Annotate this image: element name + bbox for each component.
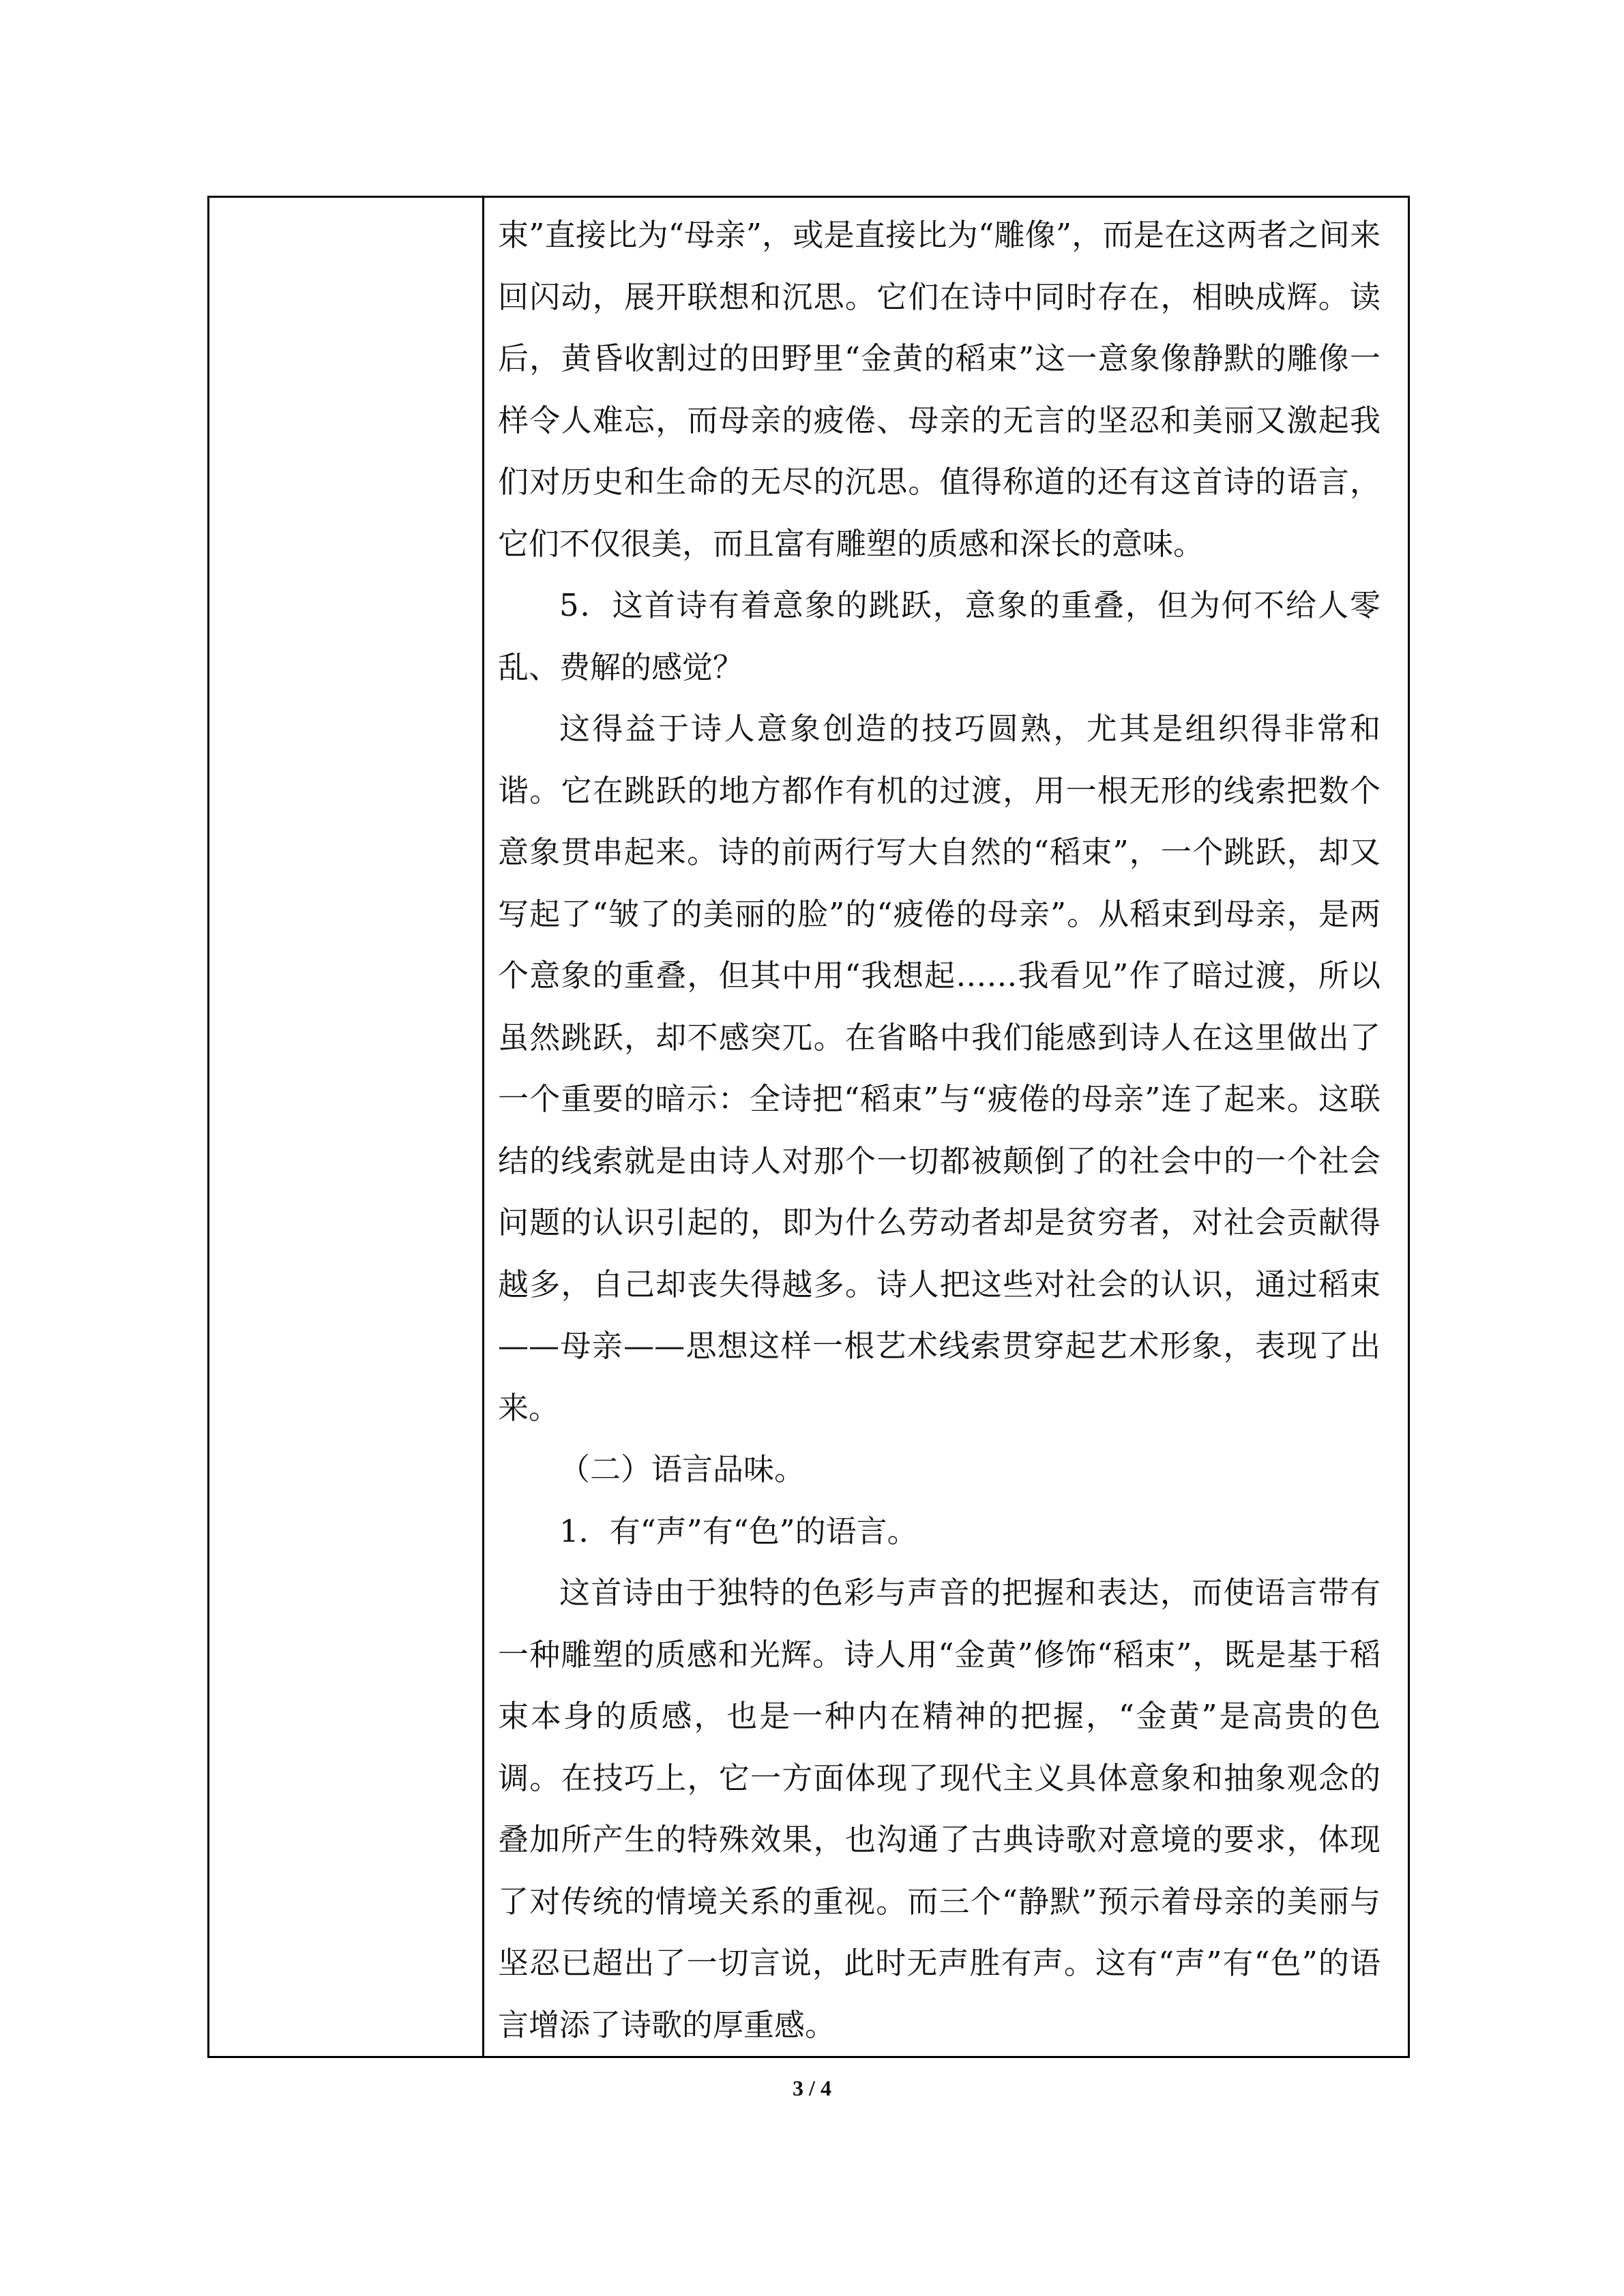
page-number: 3 / 4 bbox=[793, 2076, 831, 2100]
cell-content bbox=[484, 198, 1408, 2056]
table-row bbox=[209, 197, 1409, 2057]
right-cell bbox=[484, 197, 1409, 2057]
answer-5: 这得益于诗人意象创造的技巧圆熟，尤其是组织得非常和谐。它在跳跃的地方都作有机的过渡，用一根无形的线索把数个意象贯串起来。诗的前两行写大自然的“稻束”，一个跳跃，却又写起了“皱了的美丽的脸”的“疲倦的母亲”。从稻束到母亲，是两个意象的重叠，但其中用“我想起……我看见”作了暗过渡，所以虽然跳跃，却不感突兀。在省略中我们能感到诗人在这里做出了一个重要的暗示：全诗把“稻束”与“疲倦的母亲”连了起来。这联结的线索就是由诗人对那个一切都被颠倒了的社会中的一个社会问题的认识引起的，即为什么劳动者却是贫穷者，对社会贡献得越多，自己却丧失得越多。诗人把这些对社会的认识，通过稻束——母亲——思想这样一根艺术线索贯穿起艺术形象，表现了出来。 bbox=[498, 711, 1381, 1426]
section-heading-language: （二）语言品味。 bbox=[559, 1451, 806, 1487]
left-cell bbox=[209, 197, 484, 2057]
paragraph-continuation: 束”直接比为“母亲”，或是直接比为“雕像”，而是在这两者之间来回闪动，展开联想和沉思。它们在诗中同时存在，相映成辉。读后，黄昏收割过的田野里“金黄的稻束”这一意象像静默的雕像一样令人难忘，而母亲的疲倦、母亲的无言的坚忍和美丽又激起我们对历史和生命的无尽的沉思。值得称道的还有这首诗的语言，它们不仅很美，而且富有雕塑的质感和深长的意味。 bbox=[498, 217, 1381, 562]
question-5: 5．这首诗有着意象的跳跃，意象的重叠，但为何不给人零乱、费解的感觉？ bbox=[498, 587, 1381, 685]
paragraph-language-analysis: 这首诗由于独特的色彩与声音的把握和表达，而使语言带有一种雕塑的质感和光辉。诗人用“金黄”修饰“稻束”，既是基于稻束本身的质感，也是一种内在精神的把握，“金黄”是高贵的色调。在技巧上，它一方面体现了现代主义具体意象和抽象观念的叠加所产生的特殊效果，也沟通了古典诗歌对意境的要求，体现了对传统的情境关系的重视。而三个“静默”预示着母亲的美丽与坚忍已超出了一切言说，此时无声胜有声。这有“声”有“色”的语言增添了诗歌的厚重感。 bbox=[498, 1575, 1381, 2043]
subheading-1: 1．有“声”有“色”的语言。 bbox=[559, 1512, 918, 1549]
content-table bbox=[207, 196, 1410, 2058]
